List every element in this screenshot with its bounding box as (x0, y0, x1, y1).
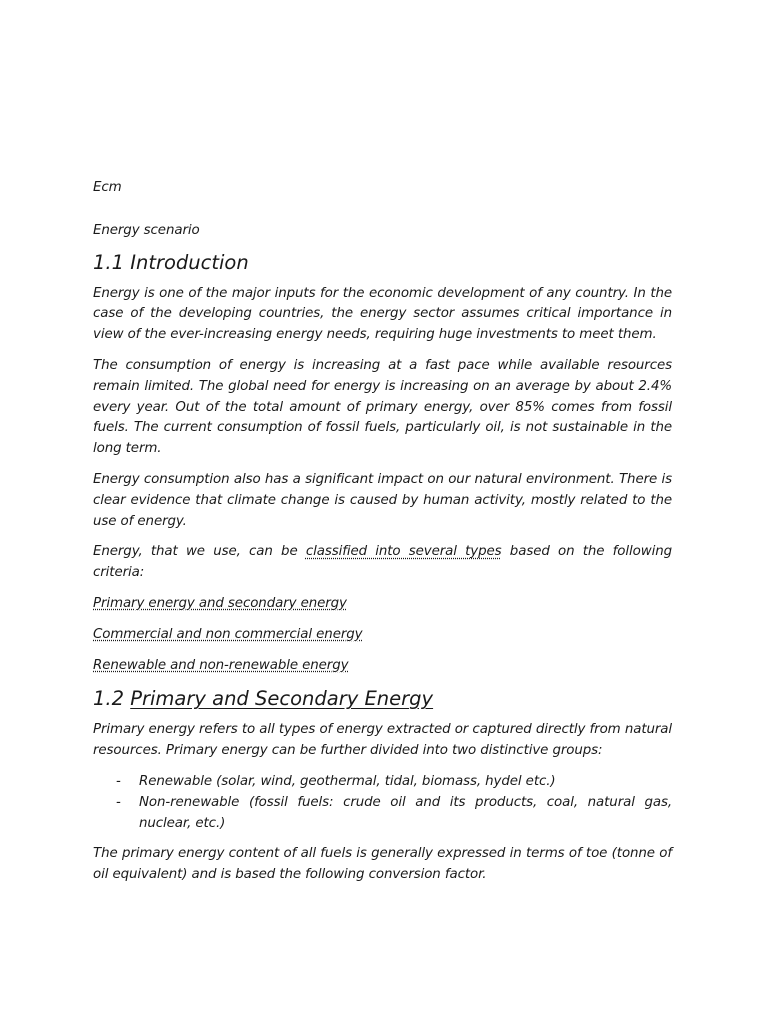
list-dash: - (116, 794, 121, 810)
list-item: - Non-renewable (fossil fuels: crude oil and its products, coal, natural gas, nuclear, etc.) (116, 794, 672, 831)
section-2-heading (93, 686, 672, 712)
classification-text-before: Energy, that we use, can be (93, 544, 306, 560)
criteria-link-primary-secondary[interactable]: Primary energy and secondary energy (93, 595, 347, 611)
section-1-heading: 1.1 Introduction (93, 250, 249, 274)
classification-text-after: based on the following criteria: (93, 544, 672, 581)
conversion-paragraph: The primary energy content of all fuels is generally expressed in terms of toe (tonne of oil equivalent) and is based the following conversion factor. (93, 846, 672, 883)
intro-paragraph-1: Energy is one of the major inputs for the economic development of any country. In the case of the developing countries, the energy sector assumes critical importance in view of the ever-increasing energy needs, requiring huge investments to meet them. (93, 285, 672, 343)
subtitle: Energy scenario (93, 222, 200, 238)
criteria-link-renewable[interactable]: Renewable and non-renewable energy (93, 657, 349, 673)
primary-energy-paragraph: Primary energy refers to all types of energy extracted or captured directly from natural resources. Primary energy can be further divided into two distinctive groups: (93, 722, 672, 759)
list-dash: - (116, 773, 121, 789)
classification-paragraph (93, 542, 672, 584)
section-2-title-link[interactable]: Primary and Secondary Energy (130, 687, 434, 711)
intro-paragraph-2: The consumption of energy is increasing at a fast pace while available resources remain limited. The global need for energy is increasing on an average by about 2.4% every year. Out of the total amount of primary energy, over 85% comes from fossil fuels. The current consumption of fossil fuels, particularly oil, is not sustainable in the long term. (93, 357, 672, 457)
header-label: Ecm (93, 180, 122, 195)
classified-types-link[interactable]: classified into several types (305, 544, 502, 560)
section-2-number: 1.2 (93, 687, 131, 711)
intro-paragraph-3: Energy consumption also has a significant impact on our natural environment. There is clear evidence that climate change is caused by human activity, mostly related to the use of energy. (93, 471, 672, 529)
energy-groups-list (93, 772, 672, 834)
criteria-link-commercial[interactable]: Commercial and non commercial energy (93, 626, 363, 642)
list-item: - Renewable (solar, wind, geothermal, tidal, biomass, hydel etc.) (93, 772, 672, 793)
document-body (93, 178, 672, 896)
